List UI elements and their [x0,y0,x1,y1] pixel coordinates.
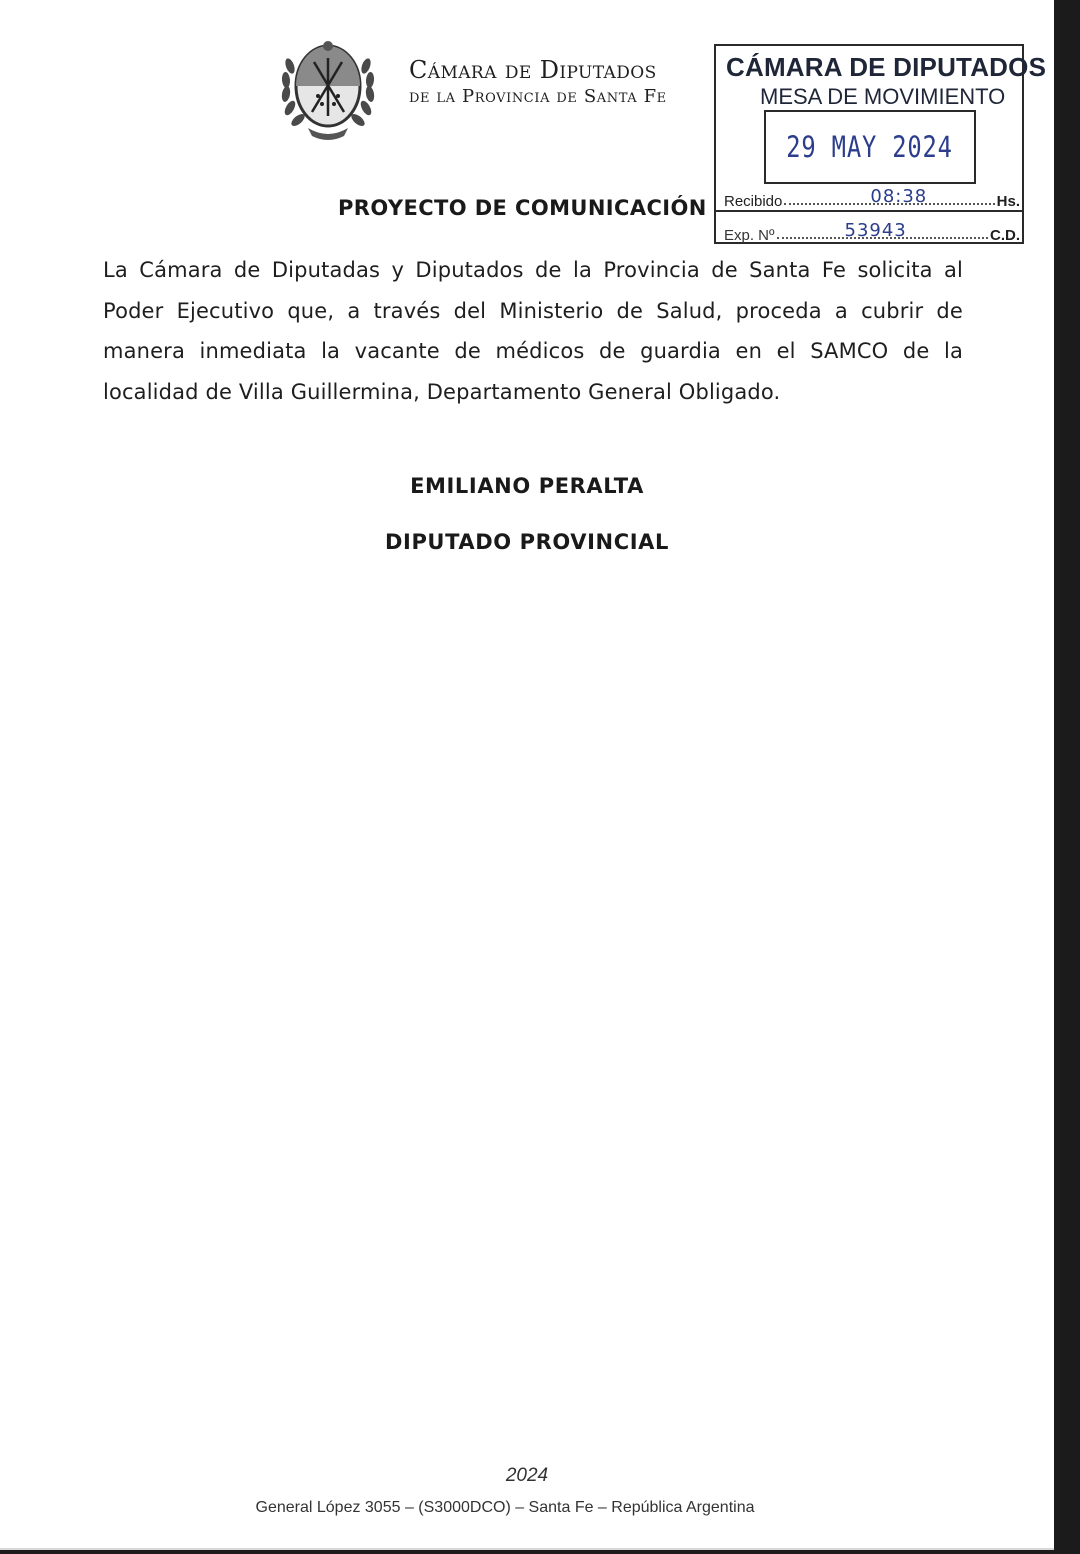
letterhead-institution: Cámara de Diputados [409,56,657,84]
signer-title: DIPUTADO PROVINCIAL [385,530,669,554]
stamp-recibido-value: 08:38 [870,186,928,207]
stamp-exp-dots [777,220,989,241]
reception-stamp [714,44,1047,244]
stamp-exp-row [724,222,1020,244]
document-heading: PROYECTO DE COMUNICACIÓN [338,196,707,220]
stamp-title: CÁMARA DE DIPUTADOS [726,52,1047,82]
stamp-recibido-unit: Hs. [996,193,1020,210]
stamp-recibido-label: Recibido [724,193,783,210]
document-body: La Cámara de Diputadas y Diputados de la Provincia de Santa Fe solicita al Poder Ejecutivo que, a través del Ministerio de Salud, proceda a cubrir de manera inmediata la vacante de médicos de guardia en el SAMCO de la localidad de Villa Guillermina, Departamento General Obligado. [103,258,963,405]
coat-of-arms-icon [278,36,378,144]
letterhead-province: de la Provincia de Santa Fe [409,86,667,107]
stamp-date-box [764,110,976,184]
stamp-subtitle: MESA DE MOVIMIENTO [760,84,1006,109]
signer-name: EMILIANO PERALTA [410,474,644,498]
stamp-date: 29 MAY 2024 [786,130,954,164]
footer-address: General López 3055 – (S3000DCO) – Santa Fe – República Argentina [255,1499,755,1516]
stamp-separator [716,210,1022,212]
stamp-exp-value: 53943 [844,220,907,241]
footer-year: 2024 [505,1465,549,1486]
page-bottom-edge [0,1548,1054,1550]
stamp-exp-label: Exp. Nº [724,227,775,244]
stamp-exp-unit: C.D. [990,227,1020,244]
stamp-recibido-dots [784,186,994,207]
stamp-recibido-row [724,188,1020,210]
